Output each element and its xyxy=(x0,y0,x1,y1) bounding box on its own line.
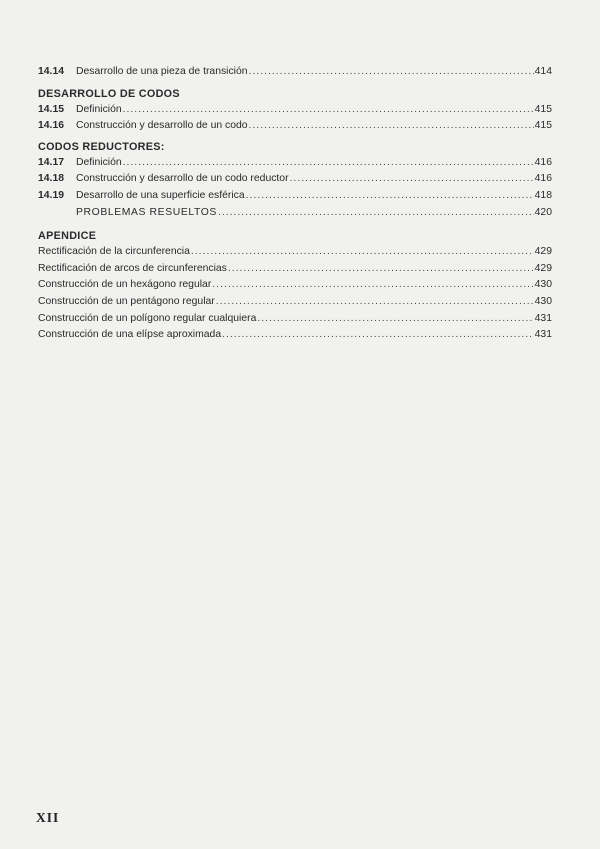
entry-page-number: 430 xyxy=(534,295,552,307)
entry-page-number: 420 xyxy=(534,206,552,218)
entry-page-number: 416 xyxy=(534,173,552,185)
entry-page-number: 415 xyxy=(534,120,552,132)
toc-entry-problemas-resueltos xyxy=(38,205,552,222)
dot-leader xyxy=(191,244,534,261)
entry-page-number: 429 xyxy=(534,262,552,274)
dot-leader xyxy=(218,205,534,222)
toc-entry-14-19 xyxy=(38,188,552,205)
section-heading-apendice: APENDICE xyxy=(38,230,97,243)
entry-number: 14.16 xyxy=(38,120,65,132)
toc-entry-14-17 xyxy=(38,155,552,172)
toc-entry-appendix xyxy=(38,311,552,328)
dot-leader xyxy=(246,188,534,205)
entry-number: 14.15 xyxy=(38,103,65,115)
entry-page-number: 415 xyxy=(534,103,552,115)
toc-entry-14-16 xyxy=(38,118,552,135)
page-folio: XII xyxy=(36,810,60,825)
entry-page-number: 418 xyxy=(534,189,552,201)
entry-title: Construcción y desarrollo de un codo reductor xyxy=(76,173,289,185)
entry-title: Desarrollo de una superficie esférica xyxy=(76,189,245,201)
entry-page-number: 431 xyxy=(534,329,552,341)
entry-number: 14.19 xyxy=(38,189,65,201)
entry-title: PROBLEMAS RESUELTOS xyxy=(76,206,217,218)
entry-title: Rectificación de arcos de circunferencias xyxy=(38,262,227,274)
entry-title: Construcción de una elípse aproximada xyxy=(38,329,222,341)
dot-leader xyxy=(257,311,533,328)
toc-entry-appendix xyxy=(38,244,552,261)
dot-leader xyxy=(290,171,534,188)
entry-page-number: 416 xyxy=(534,156,552,168)
toc-entry-14-15 xyxy=(38,102,552,119)
entry-title: Construcción de un polígono regular cualquiera xyxy=(38,312,257,324)
section-heading-desarrollo-de-codos: DESARROLLO DE CODOS xyxy=(38,87,180,100)
dot-leader xyxy=(216,294,534,311)
dot-leader xyxy=(123,155,534,172)
toc-entry-appendix xyxy=(38,277,552,294)
dot-leader xyxy=(222,327,534,344)
toc-entry-appendix xyxy=(38,261,552,278)
toc-entry-appendix xyxy=(38,294,552,311)
table-of-contents xyxy=(38,64,552,344)
entry-number: 14.14 xyxy=(38,66,65,77)
entry-title: Definición xyxy=(76,156,122,168)
entry-title: Rectificación de la circunferencia xyxy=(38,246,190,258)
entry-page-number: 429 xyxy=(534,246,552,258)
entry-title: Definición xyxy=(76,103,122,115)
entry-page-number: 414 xyxy=(534,66,552,77)
entry-number: 14.18 xyxy=(38,173,65,185)
toc-entry-14-14 xyxy=(38,64,552,81)
dot-leader xyxy=(212,277,533,294)
toc-entry-14-18 xyxy=(38,171,552,188)
entry-number: 14.17 xyxy=(38,156,65,168)
entry-title: Construcción y desarrollo de un codo xyxy=(76,120,248,132)
dot-leader xyxy=(123,102,534,119)
dot-leader xyxy=(249,118,534,135)
section-heading-codos-reductores: CODOS REDUCTORES: xyxy=(38,140,165,153)
dot-leader xyxy=(228,261,534,278)
entry-page-number: 430 xyxy=(534,279,552,291)
toc-entry-appendix xyxy=(38,327,552,344)
dot-leader xyxy=(249,64,534,81)
entry-title: Construcción de un pentágono regular xyxy=(38,295,215,307)
entry-title: Construcción de un hexágono regular xyxy=(38,279,212,291)
entry-title: Desarrollo de una pieza de transición xyxy=(76,66,248,77)
entry-page-number: 431 xyxy=(534,312,552,324)
